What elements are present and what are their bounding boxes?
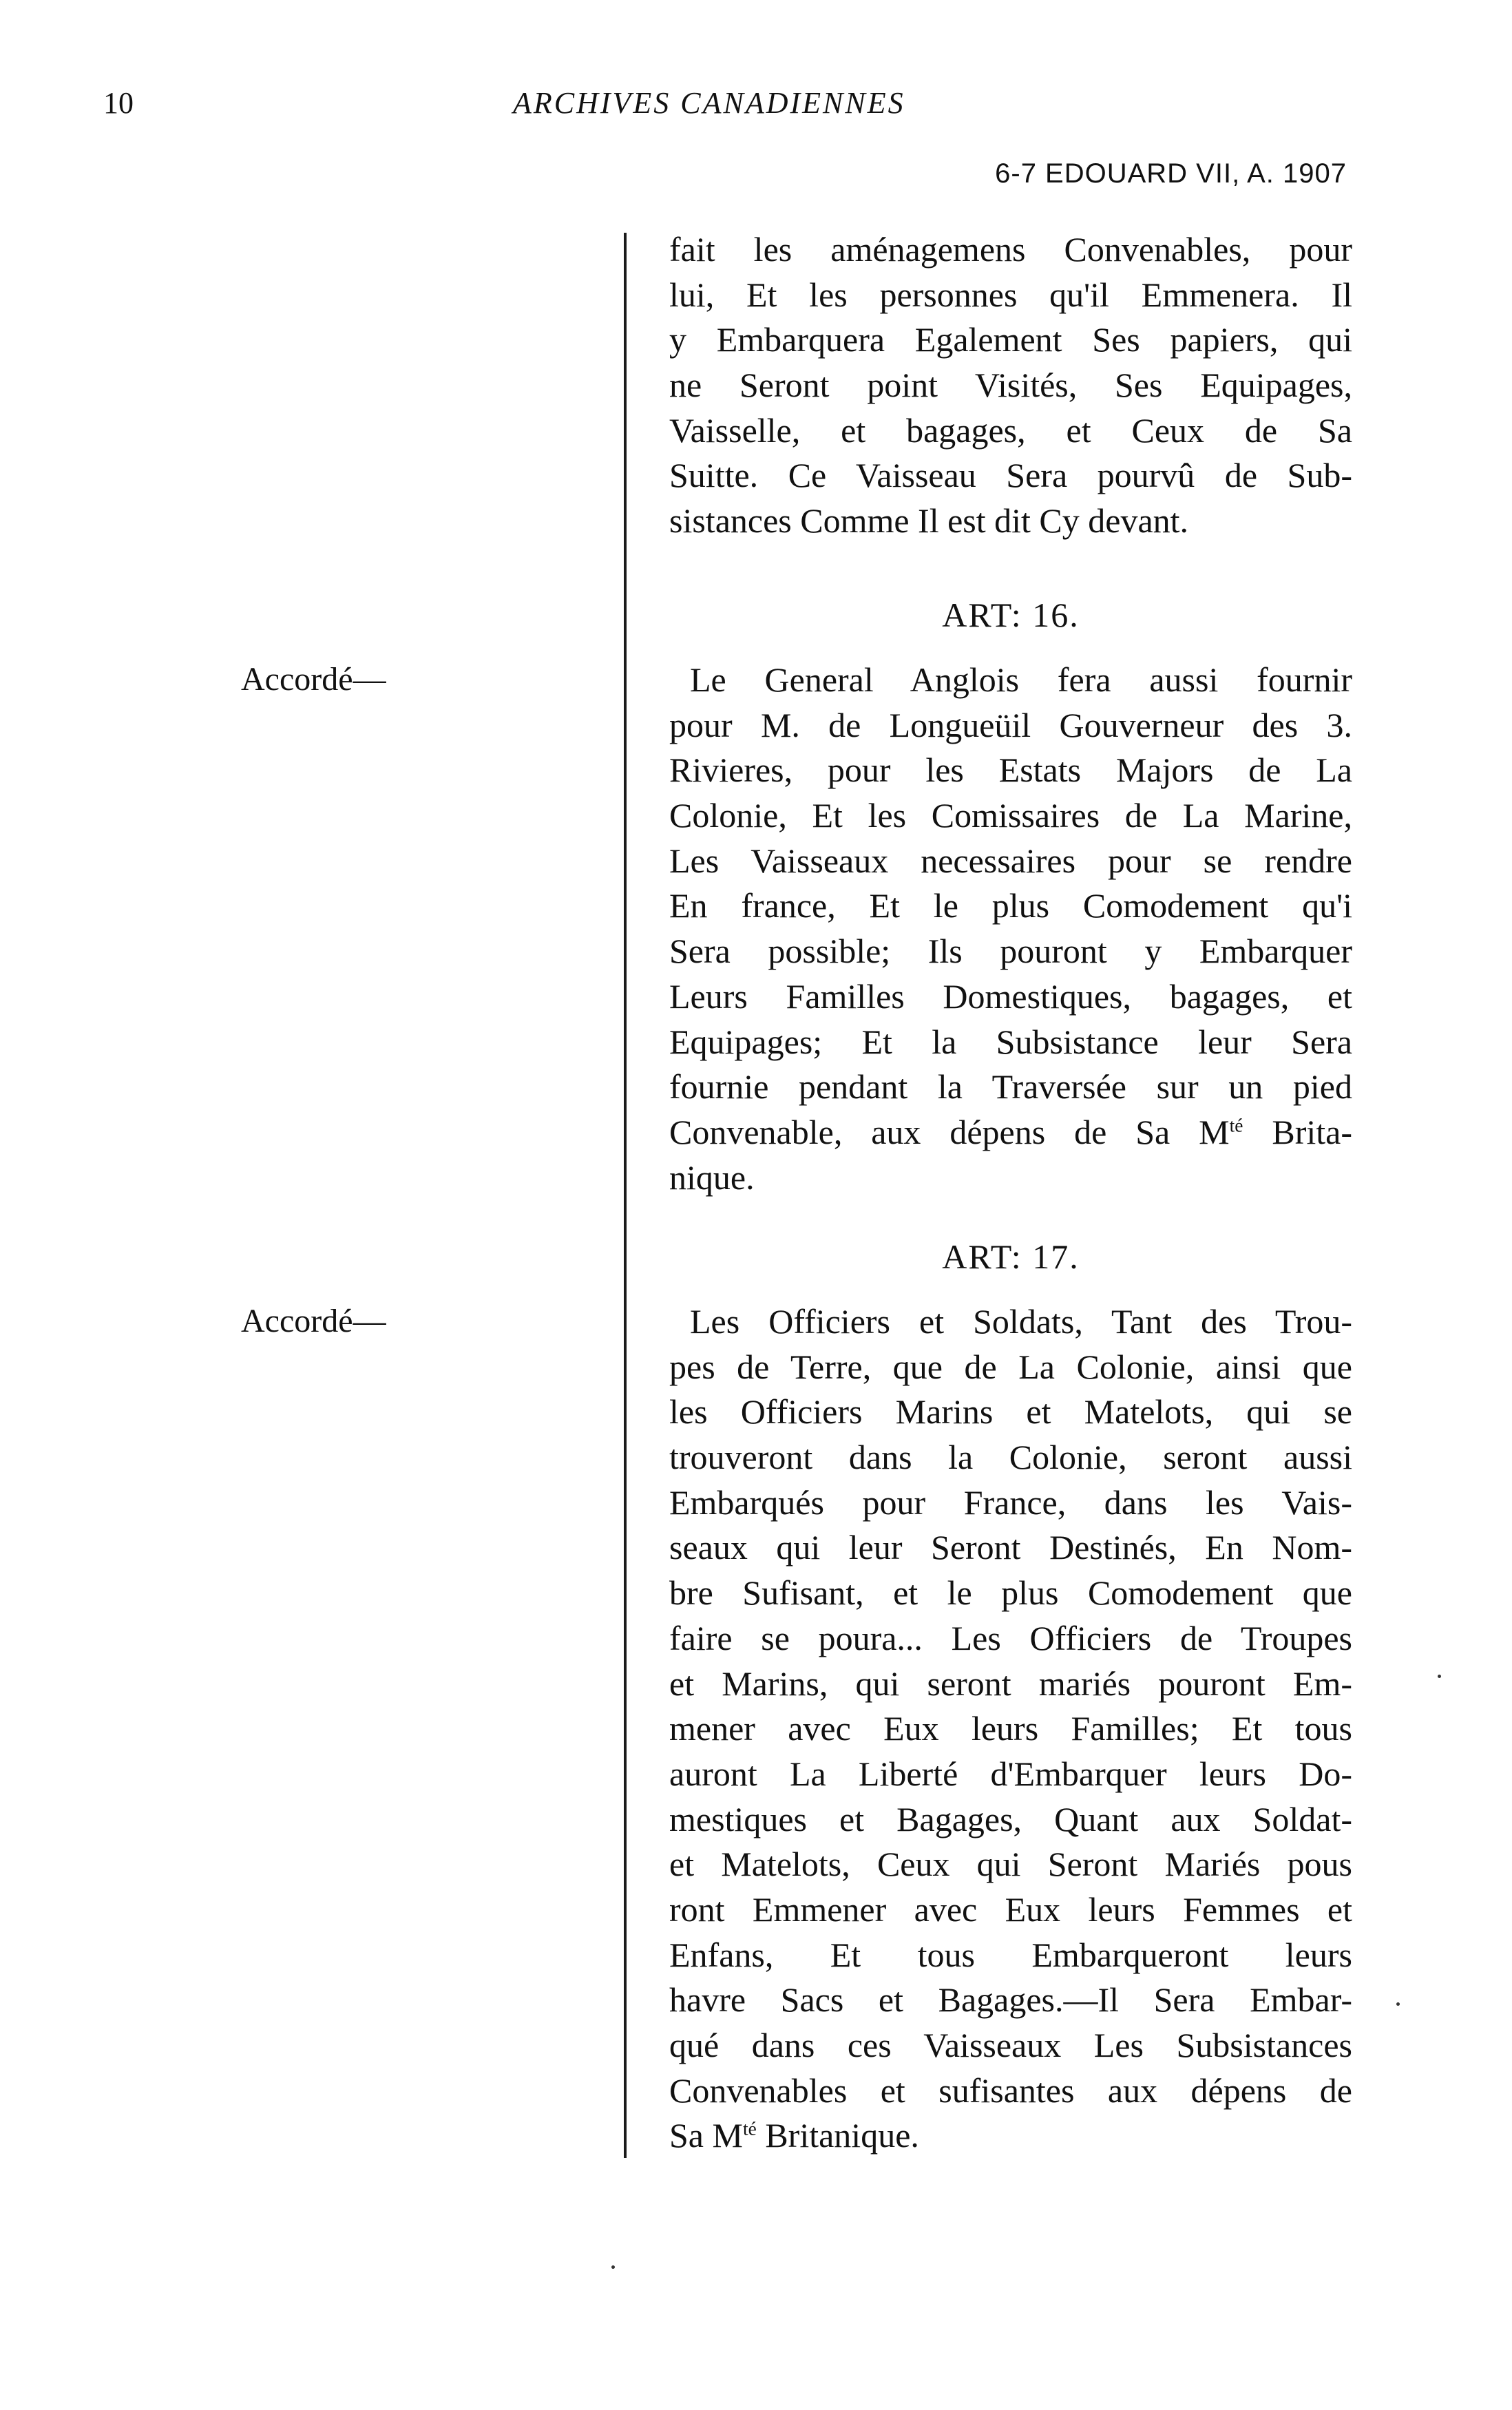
- scan-speck: [1438, 1675, 1441, 1678]
- text-line: bre Sufisant, et le plus Comodement que: [669, 1573, 1352, 1613]
- text-line: fait les aménagemens Convenables, pour: [669, 230, 1352, 269]
- intro-paragraph: [669, 227, 1352, 544]
- text-line: Enfans, Et tous Embarqueront leurs: [669, 1935, 1352, 1974]
- text-fragment: Brita-: [1243, 1112, 1352, 1151]
- scan-speck: [611, 2265, 615, 2269]
- session-header: 6-7 EDOUARD VII, A. 1907: [995, 158, 1347, 189]
- article-17-heading: ART: 17.: [942, 1237, 1080, 1276]
- article-16-paragraph: [669, 658, 1352, 1200]
- text-line: Convenables et sufisantes aux dépens de: [669, 2071, 1352, 2110]
- text-line-with-superscript: [669, 1110, 1352, 1155]
- superscript-te: té: [742, 2117, 757, 2139]
- text-line: pour M. de Longueüil Gouverneur des 3.: [669, 705, 1352, 744]
- text-line: Colonie, Et les Comissaires de La Marine,: [669, 796, 1352, 835]
- article-17-paragraph: [669, 1299, 1352, 2159]
- text-line-with-superscript: [669, 2113, 1352, 2159]
- text-line: Leurs Familles Domestiques, bagages, et: [669, 976, 1352, 1016]
- text-fragment: Britanique.: [756, 2116, 919, 2155]
- text-line: trouveront dans la Colonie, seront aussi: [669, 1438, 1352, 1477]
- text-line: lui, Et les personnes qu'il Emmenera. Il: [669, 275, 1352, 314]
- text-line: mener avec Eux leurs Familles; Et tous: [669, 1709, 1352, 1748]
- text-line: Les Vaisseaux necessaires pour se rendre: [669, 841, 1352, 880]
- text-line: qué dans ces Vaisseaux Les Subsistances: [669, 2026, 1352, 2064]
- running-title: ARCHIVES CANADIENNES: [513, 86, 905, 120]
- text-line: faire se poura... Les Officiers de Troupes: [669, 1618, 1352, 1657]
- text-line: et Marins, qui seront mariés pouront Em-: [669, 1664, 1352, 1703]
- text-line: y Embarquera Egalement Ses papiers, qui: [669, 320, 1352, 359]
- page-number: 10: [103, 86, 134, 120]
- text-line: Sera possible; Ils pouront y Embarquer: [669, 932, 1352, 971]
- text-line: sistances Comme Il est dit Cy devant.: [669, 501, 1189, 541]
- text-line: havre Sacs et Bagages.—Il Sera Embar-: [669, 1980, 1352, 2020]
- text-fragment: Sa M: [669, 2116, 743, 2155]
- text-line: Vaisselle, et bagages, et Ceux de Sa: [669, 410, 1352, 450]
- text-line: Rivieres, pour les Estats Majors de La: [669, 751, 1352, 790]
- margin-note-article-17: Accordé—: [241, 1303, 386, 1339]
- text-line: Les Officiers et Soldats, Tant des Trou-: [690, 1302, 1352, 1341]
- text-line: seaux qui leur Seront Destinés, En Nom-: [669, 1528, 1352, 1567]
- text-line: Suitte. Ce Vaisseau Sera pourvû de Sub-: [669, 456, 1352, 495]
- text-line: Embarqués pour France, dans les Vais-: [669, 1482, 1352, 1522]
- text-line: nique.: [669, 1157, 755, 1197]
- article-16-heading: ART: 16.: [942, 596, 1080, 634]
- text-line: pes de Terre, que de La Colonie, ainsi que: [669, 1347, 1352, 1386]
- text-line: et Matelots, Ceux qui Seront Mariés pous: [669, 1845, 1352, 1884]
- margin-note-article-16: Accordé—: [241, 661, 386, 698]
- text-line: ront Emmener avec Eux leurs Femmes et: [669, 1889, 1352, 1929]
- text-line: auront La Liberté d'Embarquer leurs Do-: [669, 1754, 1352, 1793]
- text-line: mestiques et Bagages, Quant aux Soldat-: [669, 1799, 1352, 1838]
- text-line: ne Seront point Visités, Ses Equipages,: [669, 366, 1352, 405]
- scan-speck: [1396, 2002, 1400, 2006]
- superscript-te: té: [1229, 1114, 1243, 1136]
- text-line: Equipages; Et la Subsistance leur Sera: [669, 1022, 1352, 1061]
- text-fragment: Convenable, aux dépens de Sa M: [669, 1112, 1230, 1151]
- text-line: Le General Anglois fera aussi fournir: [690, 660, 1352, 699]
- text-line: fournie pendant la Traversée sur un pied: [669, 1067, 1352, 1107]
- column-rule: [624, 233, 627, 2158]
- text-line: En france, Et le plus Comodement qu'i: [669, 886, 1352, 925]
- text-line: les Officiers Marins et Matelots, qui se: [669, 1392, 1352, 1432]
